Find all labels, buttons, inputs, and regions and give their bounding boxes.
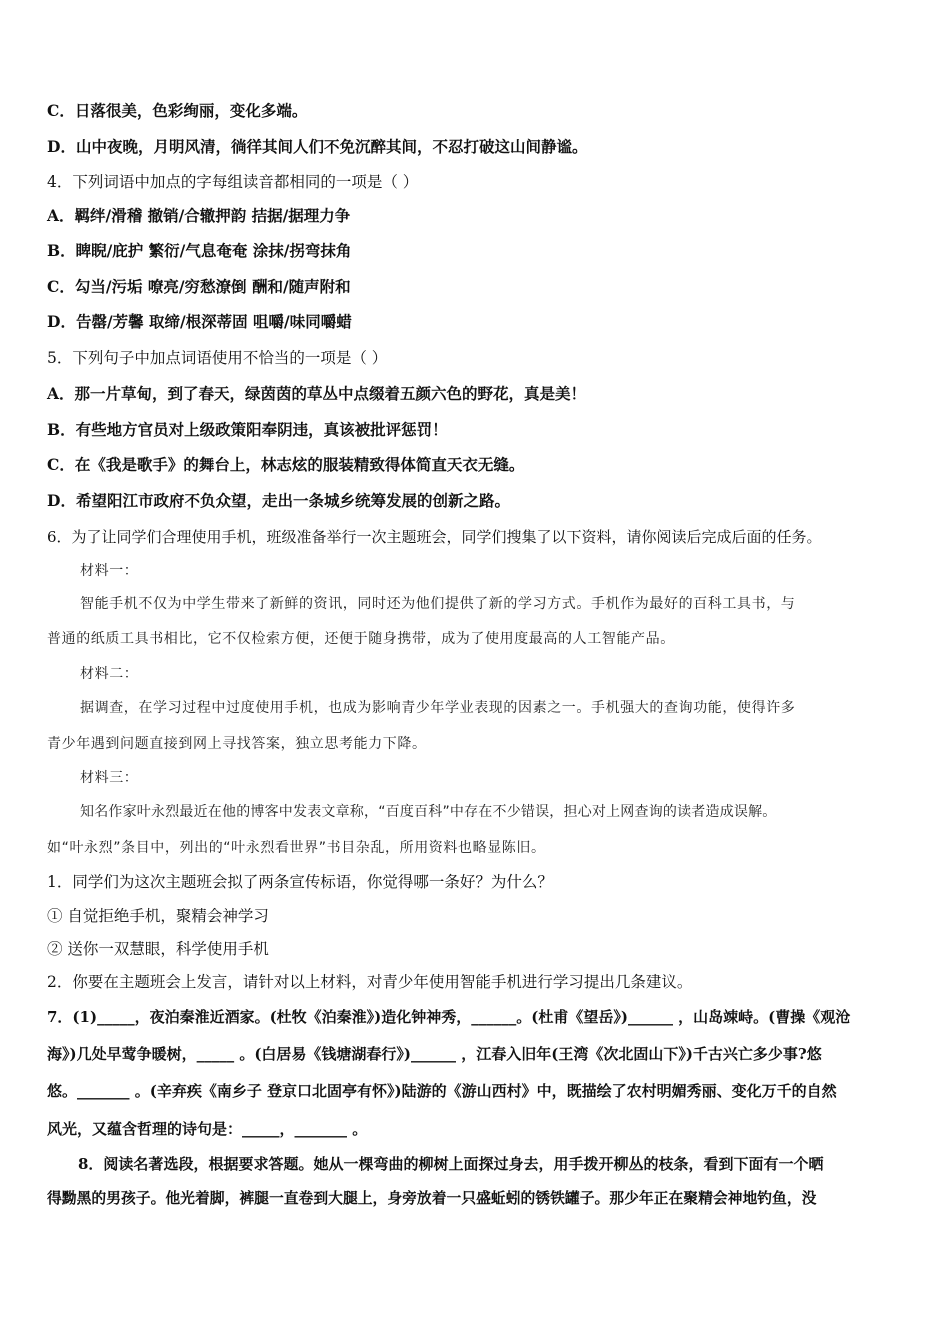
q7-line-2: 海》)几处早莺争暖树，_____ 。(白居易《钱塘湖春行》)______ ，江春入旧年(王湾《次北固山下》)千古兴亡多少事?悠 [47,1045,822,1063]
q4-option-d: D．告罄/芳馨 取缔/根深蒂固 咀嚼/味同嚼蜡 [47,312,352,331]
q7-line-1: 7．(1)_____，夜泊秦淮近酒家。(杜牧《泊秦淮》)造化钟神秀，______。(杜甫《望岳》)______ ，山岛竦峙。(曹操《观沧 [47,1008,851,1026]
q5-option-b: B．有些地方官员对上级政策阳奉阴违，真该被批评惩罚！ [47,420,448,439]
material-3-line-2: 如“叶永烈”条目中，列出的“叶永烈看世界”书目杂乱，所用资料也略显陈旧。 [47,840,546,856]
q5-stem: 5．下列句子中加点词语使用不恰当的一项是（ ） [47,349,388,367]
q4-option-b: B．睥睨/庇护 繁衍/气息奄奄 涂抹/拐弯抹角 [47,241,352,260]
material-1-heading: 材料一： [80,563,139,579]
material-2-line-2: 青少年遇到问题直接到网上寻找答案，独立思考能力下降。 [47,736,427,752]
q8-line-1: 8．阅读名著选段，根据要求答题。她从一棵弯曲的柳树上面探过身去，用手拨开柳丛的枝条，看到下面有一个晒 [78,1155,824,1173]
q6-stem: 6．为了让同学们合理使用手机，班级准备举行一次主题班会，同学们搜集了以下资料，请你阅读后完成后面的任务。 [47,528,822,546]
q7-line-4: 风光，又蕴含哲理的诗句是：_____，_______ 。 [47,1120,368,1138]
q8-line-2: 得黝黑的男孩子。他光着脚，裤腿一直卷到大腿上，身旁放着一只盛蚯蚓的锈铁罐子。那少年正在聚精会神地钓鱼，没 [47,1190,817,1207]
q3-option-c: C．日落很美，色彩绚丽，变化多端。 [47,101,308,120]
q4-option-a: A．羁绊/滑稽 撤销/合辙押韵 拮据/据理力争 [47,206,351,225]
q6-task-1: 1．同学们为这次主题班会拟了两条宣传标语，你觉得哪一条好？为什么？ [47,873,553,891]
material-2-heading: 材料二： [80,666,139,682]
q3-option-d: D．山中夜晚，月明风清，徜徉其间人们不免沉醉其间，不忍打破这山间静谧。 [47,137,588,156]
q5-option-c: C．在《我是歌手》的舞台上，林志炫的服装精致得体简直天衣无缝。 [47,455,525,474]
q4-stem: 4．下列词语中加点的字每组读音都相同的一项是（ ） [47,173,419,191]
q6-slogan-2: ② 送你一双慧眼，科学使用手机 [47,940,269,958]
q4-option-c: C．勾当/污垢 嘹亮/穷愁潦倒 酬和/随声附和 [47,277,351,296]
q6-slogan-1: ① 自觉拒绝手机，聚精会神学习 [47,907,269,925]
material-3-heading: 材料三： [80,770,139,786]
q5-option-a: A．那一片草甸，到了春天，绿茵茵的草丛中点缀着五颜六色的野花，真是美！ [47,384,587,403]
q7-line-3: 悠。_______ 。(辛弃疾《南乡子 登京口北固亭有怀》)陆游的《游山西村》中，既描绘了农村明媚秀丽、变化万千的自然 [47,1082,837,1100]
q6-task-2: 2．你要在主题班会上发言，请针对以上材料，对青少年使用智能手机进行学习提出几条建议。 [47,973,693,991]
q5-option-d: D．希望阳江市政府不负众望，走出一条城乡统筹发展的创新之路。 [47,491,510,510]
material-2-line-1: 据调查，在学习过程中过度使用手机，也成为影响青少年学业表现的因素之一。手机强大的查询功能，使得许多 [80,700,796,716]
material-3-line-1: 知名作家叶永烈最近在他的博客中发表文章称，“百度百科”中存在不少错误，担心对上网查询的读者造成误解。 [80,804,777,820]
material-1-line-1: 智能手机不仅为中学生带来了新鲜的资讯，同时还为他们提供了新的学习方式。手机作为最好的百科工具书，与 [80,596,796,612]
material-1-line-2: 普通的纸质工具书相比，它不仅检索方便，还便于随身携带，成为了使用度最高的人工智能产品。 [47,631,675,647]
